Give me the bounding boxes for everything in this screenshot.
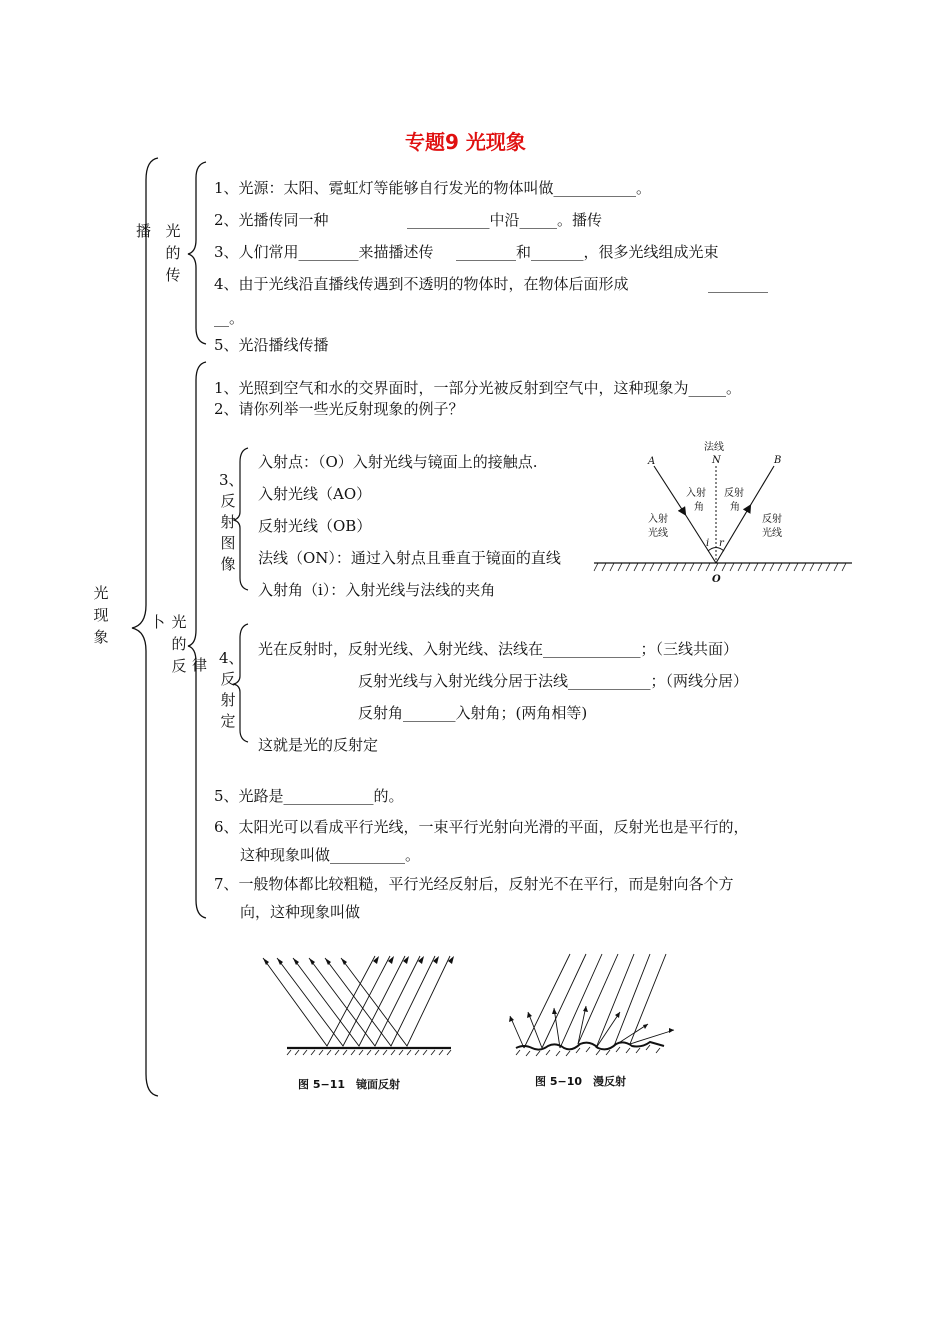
s2-item-7a: 7、一般物体都比较粗糙，平行光经反射后，反射光不在平行，而是射向各个方	[214, 875, 734, 893]
s2-item-6b: 这种现象叫做__________。	[240, 846, 421, 864]
label-incident-ray-1: 入射	[648, 514, 668, 525]
s2-item-7b-clip	[240, 903, 540, 921]
sub3-box	[258, 448, 598, 599]
sub3-item-3: 反射光线（OB）	[258, 517, 372, 535]
incident-ray-2	[685, 514, 716, 563]
label-reflect-angle-1: 反射	[724, 488, 744, 499]
sub3-item-5: 入射角（i）：入射光线与法线的夹角	[258, 581, 496, 599]
sub4-item-3: 反射角_______入射角；(两角相等)	[358, 704, 588, 722]
diffuse-reflection-figure	[500, 944, 690, 1064]
specular-reflection-figure	[255, 944, 475, 1064]
section2-label-a: 卜	[150, 613, 166, 631]
fig1-rays	[263, 956, 450, 1046]
sub3-item-1: 入射点：（O）入射光线与镜面上的接触点.	[258, 453, 538, 471]
sub3-item-4: 法线（ON）：通过入射点且垂直于镜面的直线	[258, 549, 561, 567]
s2-item-2: 2、请你列举一些光反射现象的例子？	[214, 400, 464, 418]
reflection-diagram	[590, 436, 860, 586]
s2-item-5: 5、光路是____________的。	[214, 787, 404, 805]
fig2-incident-rays	[524, 954, 666, 1048]
label-r: r	[719, 538, 724, 549]
s1-item-4c: __。	[214, 309, 245, 327]
fig2-surface	[516, 1042, 664, 1050]
label-normal: 法线	[704, 442, 724, 453]
s1-cut-text	[214, 336, 414, 354]
label-reflect-angle-2: 角	[730, 502, 740, 513]
s1-item-2a: 2、光播传同一种	[214, 211, 329, 229]
label-N: N	[712, 455, 721, 466]
sub3-item-2: 入射光线（AO）	[258, 485, 372, 503]
s2-item-6a: 6、太阳光可以看成平行光线，一束平行光射向光滑的平面，反射光也是平行的，	[214, 818, 749, 836]
reflected-ray-2	[750, 466, 774, 506]
s1-item-4b: ________	[708, 275, 768, 293]
label-incident-ray-2: 光线	[648, 528, 668, 539]
mirror-hatch	[594, 563, 846, 571]
incident-ray	[654, 466, 685, 514]
sub4-item-1: 光在反射时，反射光线、入射光线、法线在_____________；（三线共面）	[258, 640, 739, 658]
label-O: O	[712, 574, 721, 585]
sub3-label: 3、反射图像	[219, 471, 244, 573]
section1-brace	[188, 162, 206, 344]
fig1-arrowheads	[263, 956, 454, 965]
s1-item-4a: 4、由于光线沿直播线传遇到不透明的物体时，在物体后面形成	[214, 275, 629, 293]
label-B: B	[774, 455, 782, 466]
section1-label-b: 光的传	[165, 222, 181, 284]
label-reflect-ray-1: 反射	[762, 514, 782, 525]
s2-item-1: 1、光照到空气和水的交界面时，一部分光被反射到空气中，这种现象为_____。	[214, 379, 742, 397]
root-label: 光现象	[93, 584, 109, 646]
s1-item-1: 1、光源：太阳、霓虹灯等能够自行发光的物体叫做___________。	[214, 179, 652, 197]
section2-brace	[188, 362, 206, 918]
s1-cut-text-inner: 5、光沿播线传播	[214, 336, 329, 354]
s1-item-2b: ___________中沿_____。播传	[407, 211, 603, 229]
fig1-hatch	[287, 1050, 451, 1055]
label-incident-angle-2: 角	[694, 502, 704, 513]
s1-item-3b: ________和_______，很多光线组成光束	[456, 243, 719, 261]
fig1-caption: 图 5−11 镜面反射	[298, 1078, 401, 1091]
s1-item-3a: 3、人们常用________来描播述传	[214, 243, 434, 261]
sub4-item-2: 反射光线与入射光线分居于法线___________；（两线分居）	[358, 672, 749, 690]
label-incident-angle-1: 入射	[686, 488, 706, 499]
section2-label-b: 光的反	[171, 613, 187, 675]
sub4-item-4: 这就是光的反射定	[258, 736, 379, 754]
section2-label-c: 律	[192, 656, 208, 674]
s2-item-7b: 向，这种现象叫做	[240, 903, 361, 921]
reflected-ray	[716, 506, 750, 563]
label-i: i	[706, 538, 710, 549]
section1-label-a: 播	[136, 222, 152, 240]
fig2-caption: 图 5−10 漫反射	[535, 1075, 627, 1088]
sub4-box	[258, 634, 818, 754]
sub4-label: 4、反射定	[219, 649, 244, 730]
label-A: A	[648, 456, 656, 467]
label-reflect-ray-2: 光线	[762, 528, 782, 539]
page-title: 专题9 光现象	[405, 130, 526, 154]
